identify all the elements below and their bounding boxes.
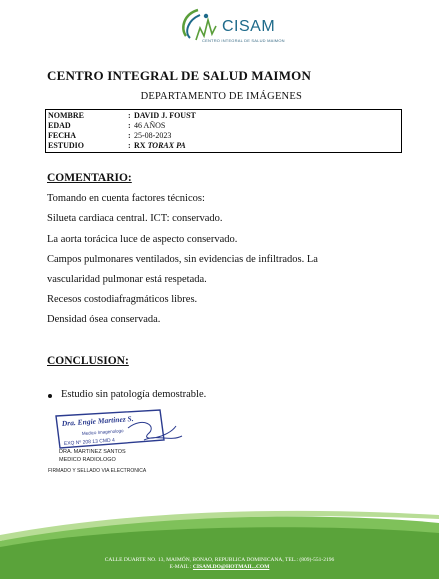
footer-email-line	[0, 564, 439, 570]
signature-note: FIRMADO Y SELLADO VIA ELECTRONICA	[48, 468, 147, 474]
signer-role: MEDICO RADIOLOGO	[59, 457, 116, 463]
conclusion-item	[61, 389, 206, 400]
patient-name-label: NOMBRE	[48, 111, 84, 120]
footer-address: CALLE DUARTE NO. 13, MAIMÓN, BONAO, REPUBLICA DOMINICANA, TEL.: (809)-551-2196	[104, 557, 335, 563]
stamp-line-2: Medico Imagenologo	[81, 428, 124, 436]
comment-line: vascularidad pulmonar está respetada.	[47, 274, 207, 285]
signer-name: DRA. MARTINEZ SANTOS	[59, 449, 126, 455]
clinic-title: CENTRO INTEGRAL DE SALUD MAIMON	[47, 68, 312, 83]
conclusion-text: Estudio sin patología demostrable.	[61, 389, 207, 400]
colon: :	[128, 111, 131, 120]
patient-age-value: 46 AÑOS	[134, 121, 166, 130]
study-date-value: 25-08-2023	[134, 131, 172, 140]
study-prefix: RX	[134, 141, 146, 150]
department-title: DEPARTAMENTO DE IMÁGENES	[140, 91, 302, 102]
study-name: TORAX PA	[147, 141, 186, 150]
colon: :	[128, 121, 131, 130]
comment-line: Recesos costodiafragmáticos libres.	[47, 294, 198, 305]
logo-name: CISAM	[222, 18, 276, 35]
study-date-label: FECHA	[48, 131, 76, 140]
patient-name-value: DAVID J. FOUST	[134, 111, 196, 120]
comment-line: Tomando en cuenta factores técnicos:	[47, 193, 205, 204]
comment-line: La aorta torácica luce de aspecto conservado.	[47, 234, 238, 245]
patient-age-label: EDAD	[48, 121, 71, 130]
logo-tagline: CENTRO INTEGRAL DE SALUD MAIMON	[202, 38, 285, 43]
stamp-line-3: EXQ Nº 208 13 CMD 4	[63, 437, 116, 447]
comment-line: Densidad ósea conservada.	[47, 314, 161, 325]
patient-info-box	[45, 109, 402, 153]
stamp-line-1: Dra. Engie Martinez S.	[61, 414, 134, 428]
comment-heading: COMENTARIO:	[47, 172, 132, 184]
study-type-label: ESTUDIO	[48, 141, 85, 150]
colon: :	[128, 141, 131, 150]
colon: :	[128, 131, 131, 140]
cisam-logo	[178, 6, 285, 48]
comment-line: Silueta cardiaca central. ICT: conservado.	[47, 213, 223, 224]
footer-email-label: E-MAIL :	[169, 564, 192, 570]
signature-scribble	[128, 422, 182, 440]
comment-line: Campos pulmonares ventilados, sin evidencias de infiltrados. La	[47, 254, 318, 265]
bullet-icon	[48, 394, 52, 398]
study-type-value	[134, 141, 186, 150]
conclusion-heading: CONCLUSION:	[47, 355, 129, 367]
footer-email-link[interactable]: CISAM.DO@HOTMAIL..COM	[192, 564, 270, 570]
